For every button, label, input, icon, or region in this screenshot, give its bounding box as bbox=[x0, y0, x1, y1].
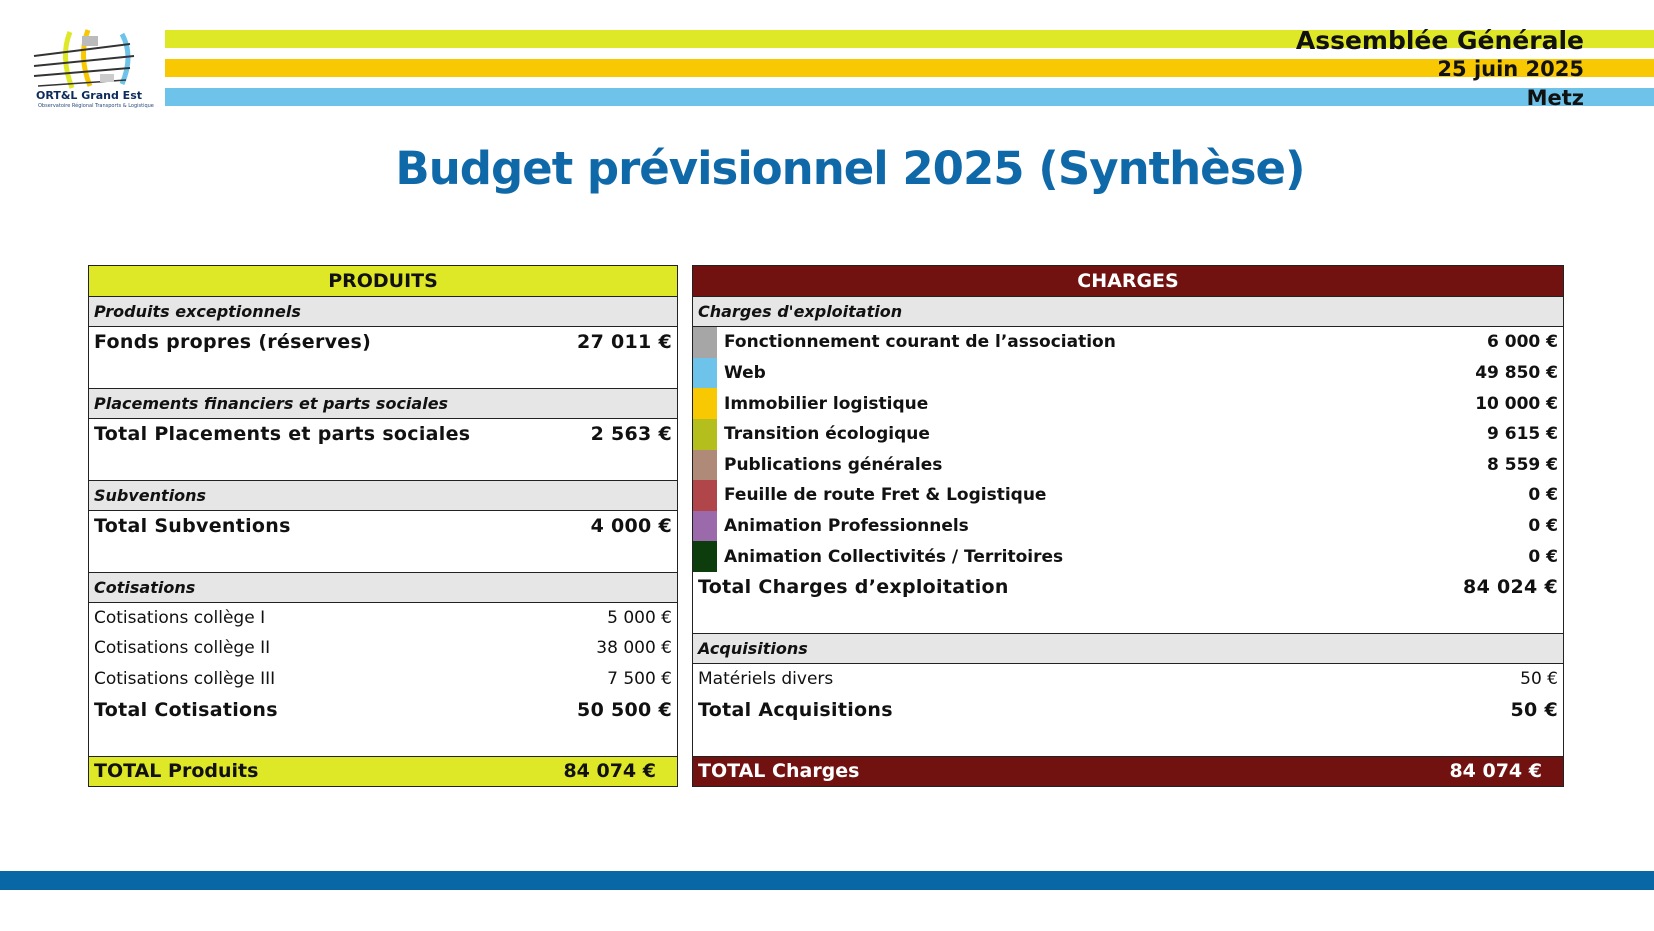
charge-item-value: 9 615 € bbox=[1487, 424, 1558, 445]
charge-item-label: Animation Collectivités / Territoires bbox=[724, 546, 1064, 567]
color-swatch bbox=[693, 480, 717, 511]
charge-item-label: Feuille de route Fret & Logistique bbox=[724, 485, 1047, 506]
line-label: Cotisations collège I bbox=[94, 607, 266, 628]
total-value: 2 563 € bbox=[590, 423, 672, 446]
charge-item-label: Publications générales bbox=[724, 454, 943, 475]
total-row bbox=[693, 694, 1563, 725]
charge-item-value: 0 € bbox=[1528, 546, 1558, 567]
grand-total-value: 84 074 € bbox=[1449, 760, 1542, 783]
color-swatch bbox=[693, 541, 717, 572]
charge-item-value: 6 000 € bbox=[1487, 332, 1558, 353]
total-label: Fonds propres (réserves) bbox=[94, 331, 372, 354]
charge-item bbox=[693, 388, 1563, 419]
charges-heading: CHARGES bbox=[693, 266, 1563, 297]
total-value: 84 024 € bbox=[1463, 576, 1558, 599]
produits-grand-total bbox=[89, 756, 677, 787]
logo-name: ORT&L Grand Est bbox=[36, 89, 142, 102]
charge-item-label: Animation Professionnels bbox=[724, 516, 969, 537]
charge-item-label: Fonctionnement courant de l’association bbox=[724, 332, 1116, 353]
charge-item bbox=[693, 419, 1563, 450]
blank-row bbox=[693, 725, 1563, 756]
section-acquisitions: Acquisitions bbox=[693, 633, 1563, 664]
event-date: 25 juin 2025 bbox=[1437, 57, 1584, 81]
header-band-orange bbox=[165, 59, 1654, 77]
charge-item-value: 8 559 € bbox=[1487, 454, 1558, 475]
list-item bbox=[89, 664, 677, 695]
section-charges-exploitation: Charges d'exploitation bbox=[693, 297, 1563, 328]
color-swatch bbox=[693, 419, 717, 450]
section-subventions: Subventions bbox=[89, 480, 677, 511]
charge-item bbox=[693, 450, 1563, 481]
charge-item-value: 0 € bbox=[1528, 485, 1558, 506]
total-row bbox=[89, 694, 677, 725]
color-swatch bbox=[693, 511, 717, 542]
charge-item bbox=[693, 358, 1563, 389]
charge-item bbox=[693, 511, 1563, 542]
section-placements: Placements financiers et parts sociales bbox=[89, 388, 677, 419]
header-band-blue bbox=[165, 88, 1654, 106]
produits-table bbox=[88, 265, 678, 787]
produits-heading: PRODUITS bbox=[89, 266, 677, 297]
list-item bbox=[89, 603, 677, 634]
line-value: 50 € bbox=[1520, 669, 1558, 690]
color-swatch bbox=[693, 327, 717, 358]
line-value: 7 500 € bbox=[607, 669, 672, 690]
total-row bbox=[89, 419, 677, 450]
charge-item bbox=[693, 541, 1563, 572]
grand-total-label: TOTAL Charges bbox=[698, 760, 860, 783]
charge-item-label: Immobilier logistique bbox=[724, 393, 929, 414]
blank-row bbox=[89, 450, 677, 481]
grand-total-value: 84 074 € bbox=[563, 760, 656, 783]
charge-item bbox=[693, 480, 1563, 511]
section-produits-exceptionnels: Produits exceptionnels bbox=[89, 297, 677, 328]
blank-row bbox=[693, 603, 1563, 634]
line-label: Cotisations collège III bbox=[94, 669, 276, 690]
total-value: 50 500 € bbox=[577, 698, 672, 721]
charge-item-label: Web bbox=[724, 363, 766, 384]
blank-row bbox=[89, 541, 677, 572]
total-label: Total Cotisations bbox=[94, 698, 278, 721]
charge-item-value: 0 € bbox=[1528, 516, 1558, 537]
line-value: 38 000 € bbox=[596, 638, 672, 659]
event-title: Assemblée Générale bbox=[1295, 26, 1584, 55]
logo-subtitle: Observatoire Régional Transports & Logistique bbox=[38, 103, 154, 109]
line-label: Cotisations collège II bbox=[94, 638, 271, 659]
footer-band bbox=[0, 871, 1654, 890]
blank-row bbox=[89, 358, 677, 389]
charges-table bbox=[692, 265, 1564, 787]
total-label: Total Charges d’exploitation bbox=[698, 576, 1009, 599]
list-item bbox=[89, 633, 677, 664]
total-row bbox=[89, 327, 677, 358]
total-row bbox=[693, 572, 1563, 603]
page-title: Budget prévisionnel 2025 (Synthèse) bbox=[395, 142, 1305, 195]
grand-total-label: TOTAL Produits bbox=[94, 760, 259, 783]
charge-item bbox=[693, 327, 1563, 358]
blank-row bbox=[89, 725, 677, 756]
charge-item-value: 10 000 € bbox=[1475, 393, 1558, 414]
color-swatch bbox=[693, 388, 717, 419]
total-value: 27 011 € bbox=[577, 331, 672, 354]
event-place: Metz bbox=[1526, 86, 1584, 110]
charge-item-value: 49 850 € bbox=[1475, 363, 1558, 384]
section-cotisations: Cotisations bbox=[89, 572, 677, 603]
color-swatch bbox=[693, 358, 717, 389]
total-value: 4 000 € bbox=[590, 515, 672, 538]
list-item bbox=[693, 664, 1563, 695]
charges-grand-total bbox=[693, 756, 1563, 787]
charge-item-label: Transition écologique bbox=[724, 424, 930, 445]
total-value: 50 € bbox=[1510, 698, 1558, 721]
color-swatch bbox=[693, 450, 717, 481]
line-label: Matériels divers bbox=[698, 669, 834, 690]
total-row bbox=[89, 511, 677, 542]
total-label: Total Acquisitions bbox=[698, 698, 893, 721]
line-value: 5 000 € bbox=[607, 607, 672, 628]
total-label: Total Placements et parts sociales bbox=[94, 423, 471, 446]
total-label: Total Subventions bbox=[94, 515, 291, 538]
